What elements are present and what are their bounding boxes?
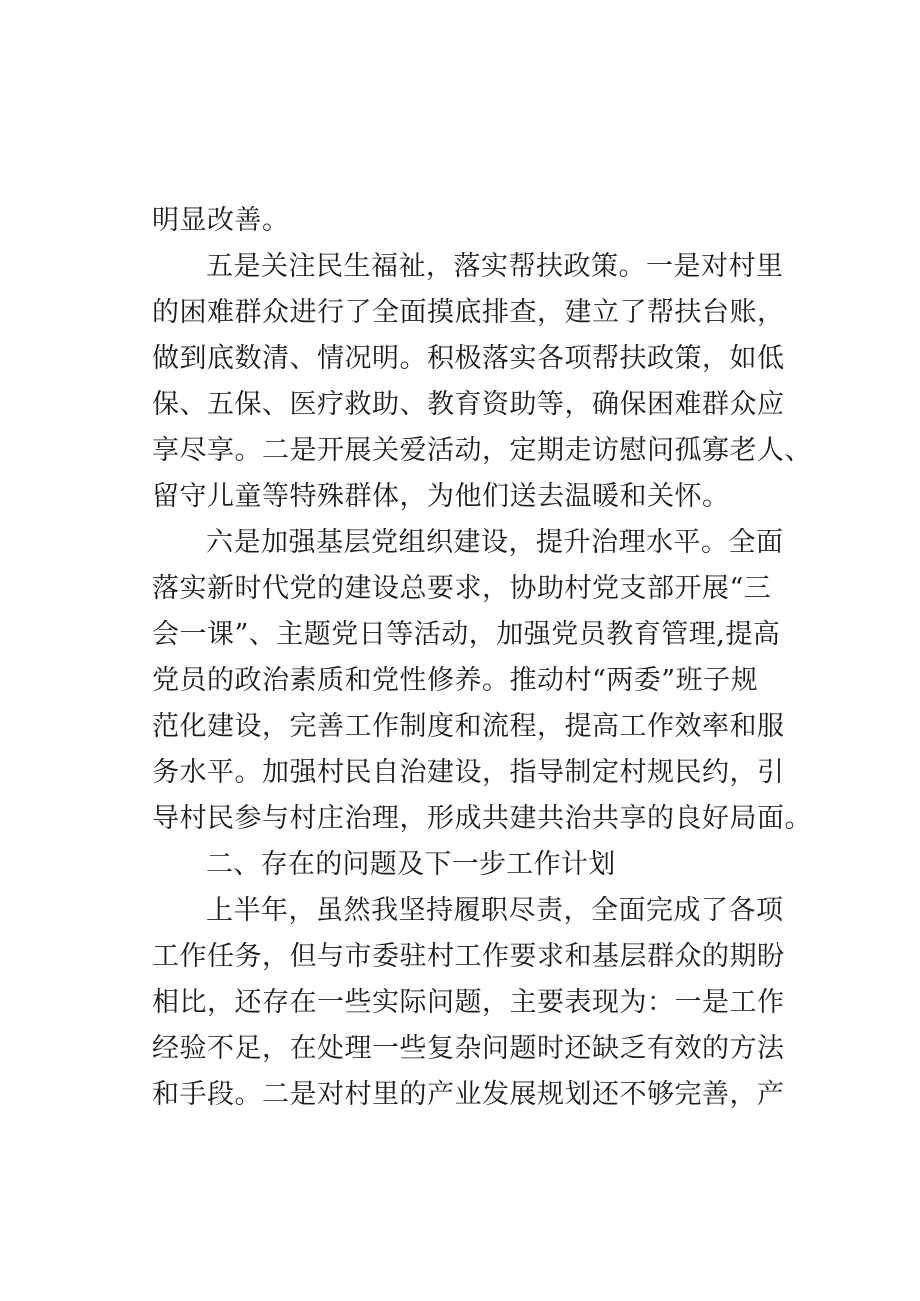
- text-line: 和手段。二是对村里的产业发展规划还不够完善，产: [152, 1079, 785, 1110]
- text-line: 做到底数清、情况明。积极落实各项帮扶政策，如低: [152, 343, 785, 374]
- text-line: 留守儿童等特殊群体，为他们送去温暖和关怀。: [152, 481, 730, 512]
- text-line: 的困难群众进行了全面摸底排查，建立了帮扶台账，: [152, 297, 785, 328]
- text-line: 相比，还存在一些实际问题，主要表现为：一是工作: [152, 987, 785, 1018]
- text-line: 会一课”、主题党日等活动，加强党员教育管理,提高: [152, 619, 781, 650]
- paragraph-start-line: 上半年，虽然我坚持履职尽责，全面完成了各项: [206, 895, 784, 926]
- text-line: 党员的政治素质和党性修养。推动村“两委”班子规: [152, 665, 759, 696]
- text-line: 工作任务，但与市委驻村工作要求和基层群众的期盼: [152, 941, 785, 972]
- text-line: 落实新时代党的建设总要求，协助村党支部开展“三: [152, 573, 772, 604]
- paragraph-start-line: 五是关注民生福祉，落实帮扶政策。一是对村里: [206, 251, 784, 282]
- text-line: 保、五保、医疗救助、教育资助等，确保困难群众应: [152, 389, 785, 420]
- text-line: 经验不足，在处理一些复杂问题时还缺乏有效的方法: [152, 1033, 785, 1064]
- paragraph-start-line: 六是加强基层党组织建设，提升治理水平。全面: [206, 527, 784, 558]
- section-heading: 二、存在的问题及下一步工作计划: [206, 849, 616, 880]
- text-line: 享尽享。二是开展关爱活动，定期走访慰问孤寡老人、: [152, 435, 812, 466]
- text-line: 明显改善。: [152, 205, 290, 236]
- text-line: 导村民参与村庄治理，形成共建共治共享的良好局面。: [152, 803, 812, 834]
- text-line: 范化建设，完善工作制度和流程，提高工作效率和服: [152, 711, 785, 742]
- text-line: 务水平。加强村民自治建设，指导制定村规民约，引: [152, 757, 785, 788]
